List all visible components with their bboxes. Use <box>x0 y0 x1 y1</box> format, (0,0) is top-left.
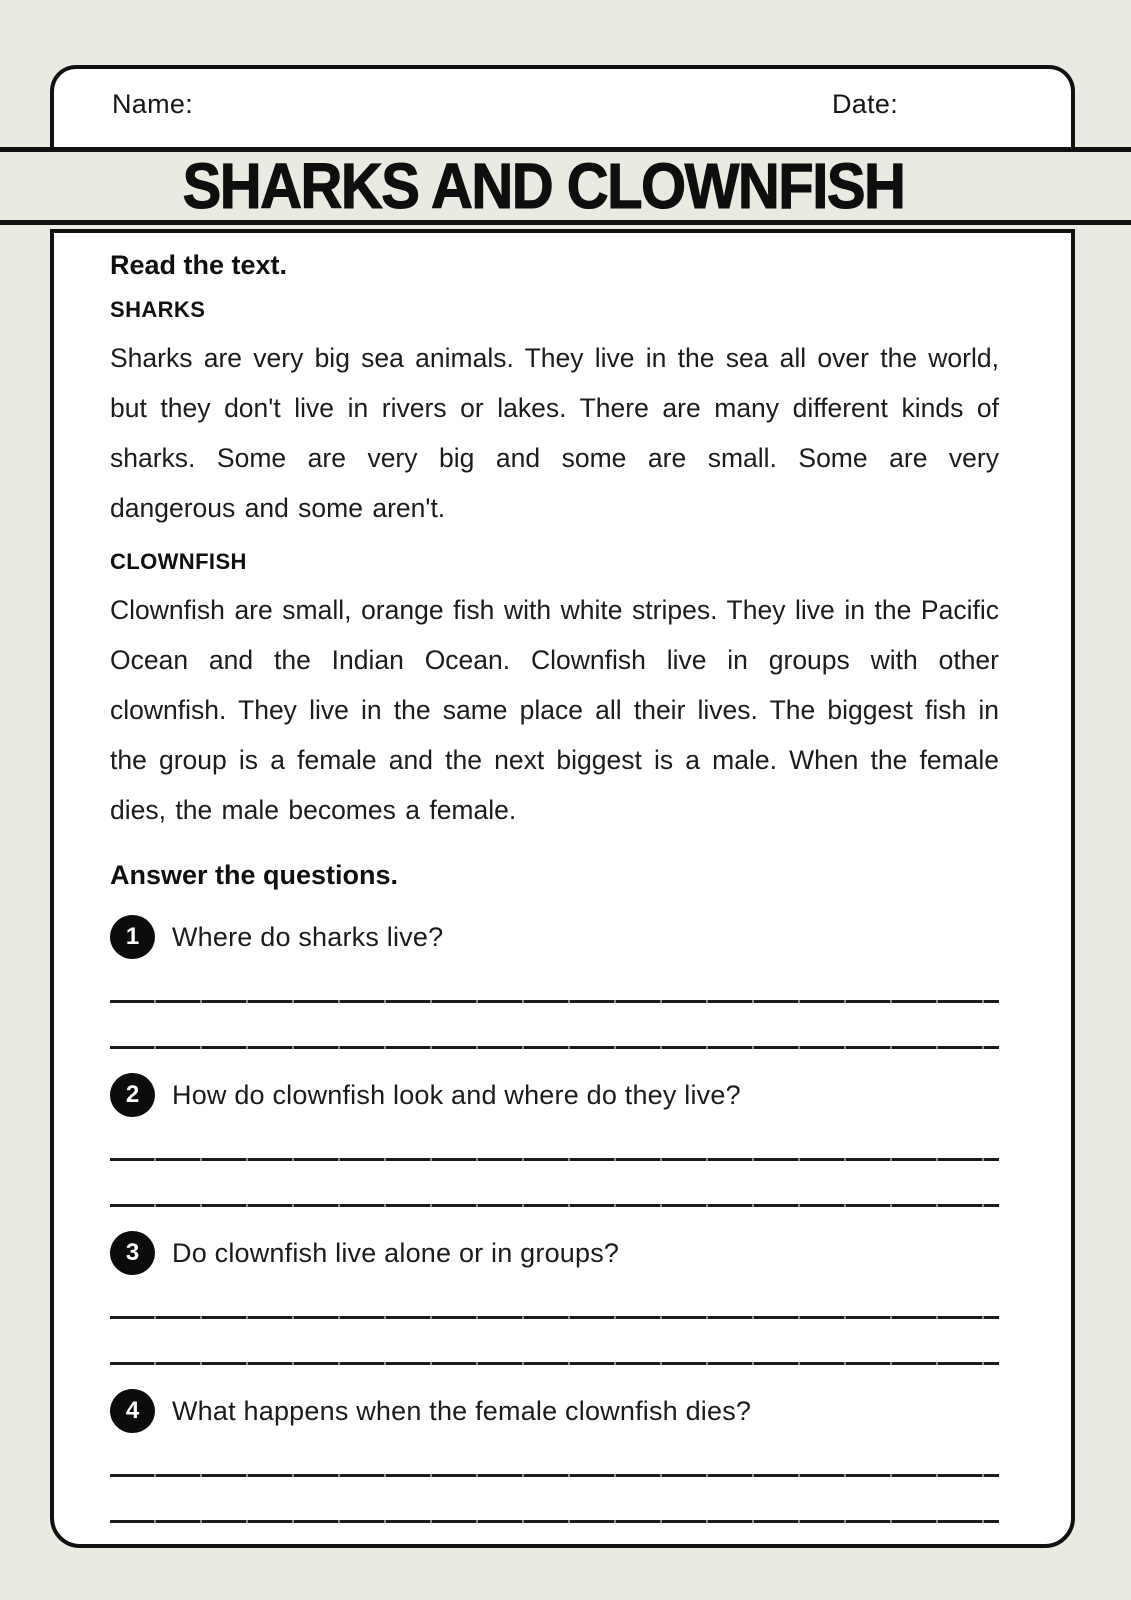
answer-line[interactable] <box>110 1158 999 1161</box>
answer-line[interactable] <box>110 1520 999 1523</box>
answer-line[interactable] <box>110 1362 999 1365</box>
answer-line[interactable] <box>110 1046 999 1049</box>
passage-heading-clownfish: CLOWNFISH <box>110 549 247 574</box>
question-text: Where do sharks live? <box>172 921 444 952</box>
question-number-badge: 4 <box>110 1389 155 1433</box>
question-number-badge: 1 <box>110 915 155 959</box>
answer-line[interactable] <box>110 1316 999 1319</box>
date-label: Date: <box>832 89 899 119</box>
question-row <box>110 915 999 959</box>
answer-line[interactable] <box>110 1000 999 1003</box>
question-block-4 <box>110 1389 999 1523</box>
name-date-box <box>50 65 1075 157</box>
question-row <box>110 1389 999 1433</box>
question-number-badge: 2 <box>110 1073 155 1117</box>
question-text: How do clownfish look and where do they live? <box>172 1079 741 1110</box>
worksheet-body <box>50 229 1075 1548</box>
answer-line[interactable] <box>110 1474 999 1477</box>
name-input-area[interactable] <box>204 85 764 121</box>
passage-text-clownfish: Clownfish are small, orange fish with white stripes. They live in the Pacific Ocean and the Indian Ocean. Clownfish live in groups with other clownfish. They live in the same place all their lives. The biggest fish in the group is a female and the next biggest is a male. When the female dies, the male becomes a female. <box>110 595 999 825</box>
passage-heading-sharks: SHARKS <box>110 297 206 322</box>
question-block-3 <box>110 1231 999 1365</box>
title-band <box>0 147 1131 225</box>
passage-text-sharks: Sharks are very big sea animals. They live in the sea all over the world, but they don't live in rivers or lakes. There are many different kinds of sharks. Some are very big and some are small. Some are very dangerous and some aren't. <box>110 343 999 523</box>
name-label: Name: <box>112 89 194 119</box>
question-text: Do clownfish live alone or in groups? <box>172 1237 620 1268</box>
question-text: What happens when the female clownfish dies? <box>172 1395 752 1426</box>
question-block-1 <box>110 915 999 1049</box>
question-block-2 <box>110 1073 999 1207</box>
read-instruction: Read the text. <box>110 250 288 280</box>
question-row <box>110 1073 999 1117</box>
question-number-badge: 3 <box>110 1231 155 1275</box>
answer-line[interactable] <box>110 1204 999 1207</box>
answer-instruction: Answer the questions. <box>110 860 399 890</box>
worksheet-title: SHARKS AND CLOWNFISH <box>182 150 905 222</box>
question-row <box>110 1231 999 1275</box>
date-input-area[interactable] <box>902 85 1062 121</box>
